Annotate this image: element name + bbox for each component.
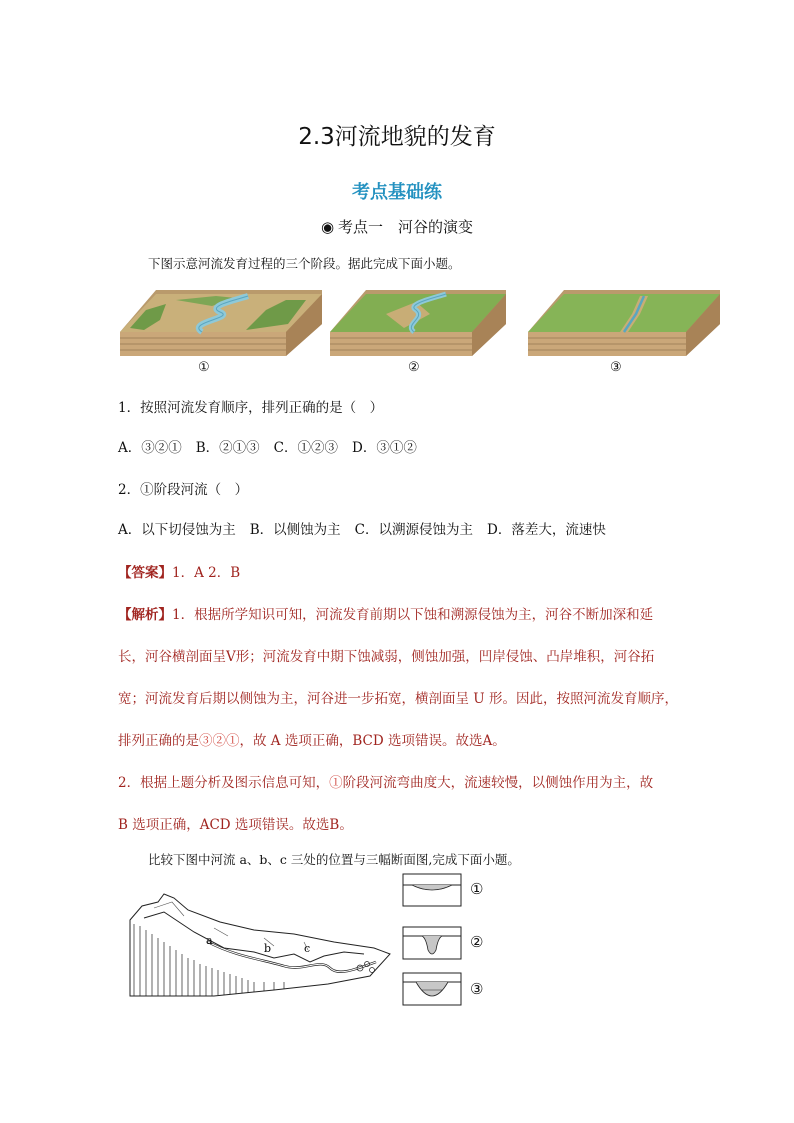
analysis-line-4 <box>118 729 506 749</box>
option-a: A．③②① <box>118 440 182 456</box>
option-b: B．②①③ <box>195 440 260 456</box>
answer-text: 1．A 2．B <box>172 565 241 581</box>
analysis-highlight-order: ③②① <box>199 733 240 749</box>
option-c: C．①②③ <box>273 440 339 456</box>
section-label-2: ② <box>470 933 484 951</box>
analysis-text-1: 1．根据所学知识可知，河流发育前期以下蚀和溯源侵蚀为主，河谷不断加深和延 <box>172 607 654 623</box>
option-c: C．以溯源侵蚀为主 <box>354 522 474 538</box>
analysis-text-4a: 排列正确的是 <box>118 733 199 749</box>
topic-heading <box>0 216 794 237</box>
point-c-label: c <box>304 942 311 955</box>
analysis-tag: 【解析】 <box>118 607 172 623</box>
cross-section-1 <box>402 873 464 907</box>
bullet-icon: ◉ <box>320 218 335 236</box>
analysis-highlight-stage: ① <box>329 775 343 791</box>
topic-label: 考点一 河谷的演变 <box>338 218 474 236</box>
section-title: 考点基础练 <box>352 182 442 203</box>
answer-line <box>118 561 240 581</box>
point-b-label: b <box>264 942 272 955</box>
analysis-line-2: 长，河谷横剖面呈V形；河流发育中期下蚀减弱，侧蚀加强，凹岸侵蚀、凸岸堆积，河谷拓 <box>118 649 655 665</box>
analysis-line-3: 宽；河流发育后期以侧蚀为主，河谷进一步拓宽，横剖面呈 U 形。因此，按照河流发育顺序， <box>118 691 678 707</box>
question-2-stem: 2．①阶段河流（ ） <box>118 482 249 498</box>
analysis-text-4b: ，故 A 选项正确，BCD 选项错误。故选A。 <box>239 733 506 749</box>
figure1-label-1: ① <box>198 360 210 375</box>
question-1-stem: 1．按照河流发育顺序，排列正确的是（ ） <box>118 400 384 416</box>
block-diagram-stage-1 <box>120 290 322 356</box>
analysis-line-6: B 选项正确，ACD 选项错误。故选B。 <box>118 817 353 833</box>
intro-text-1: 下图示意河流发育过程的三个阶段。据此完成下面小题。 <box>148 256 461 271</box>
analysis-text-5a: 2．根据上题分析及图示信息可知， <box>118 775 330 791</box>
option-d: D．③①② <box>352 440 417 456</box>
answer-tag: 【答案】 <box>118 565 172 581</box>
page-title: 2.3河流地貌的发育 <box>298 124 496 150</box>
analysis-text-5b: 阶段河流弯曲度大，流速较慢，以侧蚀作用为主，故 <box>342 775 654 791</box>
cross-section-3 <box>402 972 464 1006</box>
analysis-line-1 <box>118 603 653 623</box>
question-1-options <box>118 436 417 456</box>
option-d: D．落差大，流速快 <box>487 522 606 538</box>
figure1-label-3: ③ <box>610 360 622 375</box>
block-diagram-stage-2 <box>330 290 506 356</box>
section-label-3: ③ <box>470 980 484 998</box>
cross-section-2 <box>402 926 464 960</box>
option-a: A．以下切侵蚀为主 <box>118 522 236 538</box>
figure1-label-2: ② <box>408 360 420 375</box>
question-2-options <box>118 518 606 538</box>
section-label-1: ① <box>470 880 484 898</box>
point-a-label: a <box>206 934 213 947</box>
intro-text-2: 比较下图中河流 a、b、c 三处的位置与三幅断面图,完成下面小题。 <box>148 852 520 867</box>
option-b: B．以侧蚀为主 <box>249 522 341 538</box>
river-terrain-diagram <box>124 872 394 998</box>
block-diagram-stage-3 <box>528 290 720 356</box>
analysis-line-5 <box>118 771 653 791</box>
